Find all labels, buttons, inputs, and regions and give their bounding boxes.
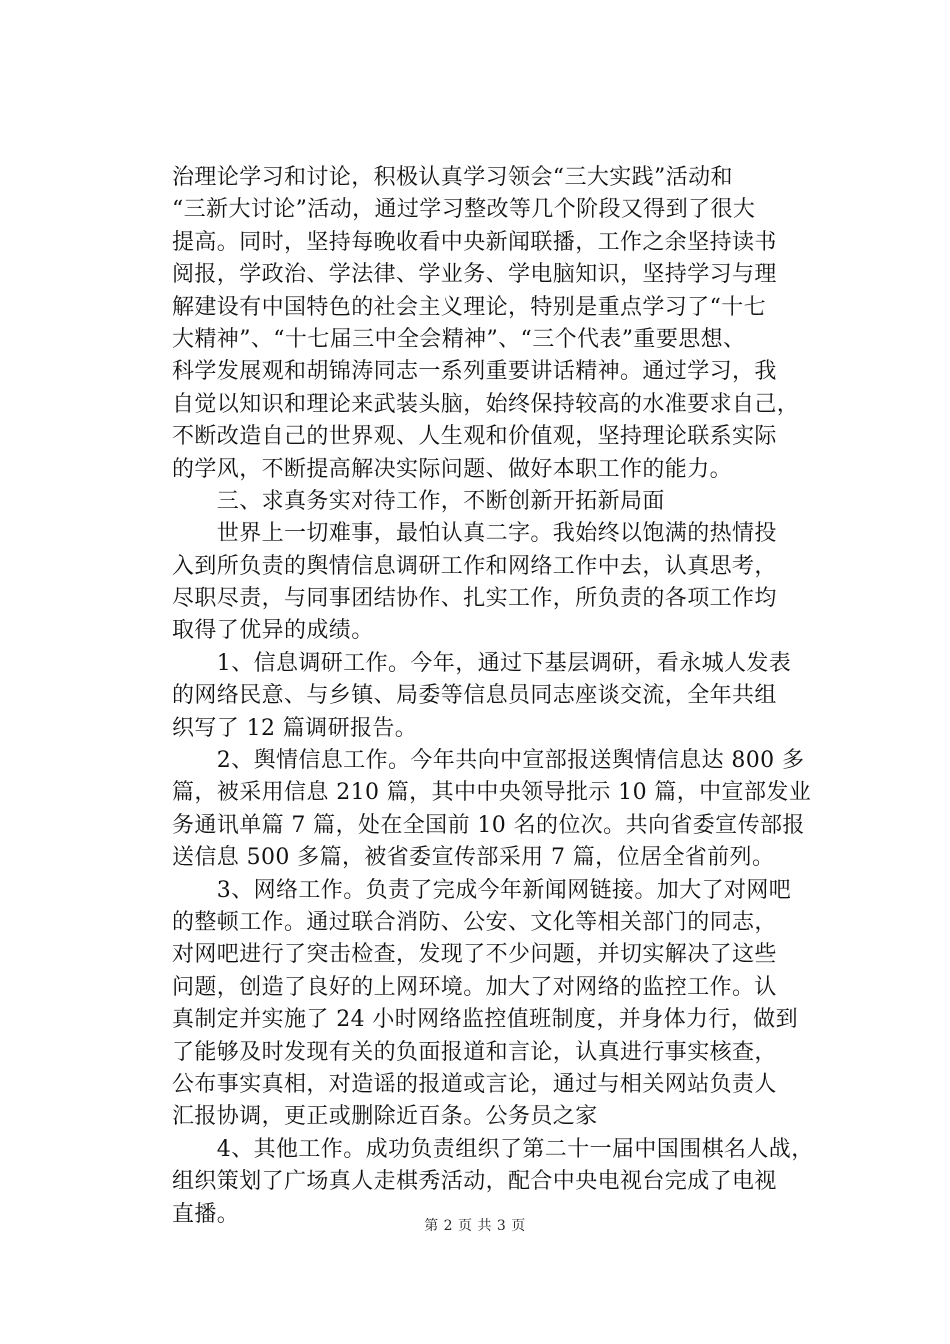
text-line: 问题，创造了良好的上网环境。加大了对网络的监控工作。认: [172, 974, 777, 1000]
text-line: 务通讯单篇 7 篇，处在全国前 10 名的位次。共向省委宣传部报: [172, 812, 805, 838]
text-line: 治理论学习和讨论，积极认真学习领会“三大实践”活动和: [172, 165, 733, 190]
text-line: 织写了 12 篇调研报告。: [172, 715, 418, 741]
text-line: 入到所负责的舆情信息调研工作和网络工作中去，认真思考，: [172, 553, 777, 579]
text-line: 取得了优异的成绩。: [172, 618, 374, 644]
text-line: 2、舆情信息工作。今年共向中宣部报送舆情信息达 800 多: [172, 748, 805, 774]
text-line: 的整顿工作。通过联合消防、公安、文化等相关部门的同志，: [172, 909, 777, 935]
text-line: 世界上一切难事，最怕认真二字。我始终以饱满的热情投: [172, 521, 777, 547]
text-line: 公布事实真相，对造谣的报道或言论，通过与相关网站负责人: [172, 1071, 777, 1097]
text-line: 篇，被采用信息 210 篇，其中中央领导批示 10 篇，中宣部发业: [172, 780, 812, 806]
text-line: 对网吧进行了突击检查，发现了不少问题，并切实解决了这些: [172, 942, 777, 968]
text-line: 组织策划了广场真人走棋秀活动，配合中央电视台完成了电视: [172, 1169, 777, 1195]
text-line: 科学发展观和胡锦涛同志一系列重要讲话精神。通过学习，我: [172, 359, 777, 385]
text-line: 提高。同时，坚持每晚收看中央新闻联播，工作之余坚持读书: [172, 229, 777, 255]
text-line: 汇报协调，更正或删除近百条。公务员之家: [172, 1104, 598, 1130]
document-body: [172, 162, 832, 1231]
text-line: 解建设有中国特色的社会主义理论，特别是重点学习了“十七: [172, 294, 767, 320]
text-line: 的学风，不断提高解决实际问题、做好本职工作的能力。: [172, 456, 733, 482]
text-line: 自觉以知识和理论来武装头脑，始终保持较高的水准要求自己，: [172, 391, 800, 417]
text-line: 尽职尽责，与同事团结协作、扎实工作，所负责的各项工作均: [172, 586, 777, 612]
page-number-footer: 第 2 页 共 3 页: [424, 1218, 526, 1234]
text-line: 3、网络工作。负责了完成今年新闻网链接。加大了对网吧: [172, 877, 792, 903]
text-line: 送信息 500 多篇，被省委宣传部采用 7 篇，位居全省前列。: [172, 845, 775, 871]
text-line: 直播。: [172, 1201, 240, 1227]
text-line: 大精神”、“十七届三中全会精神”、“三个代表”重要思想、: [172, 326, 746, 352]
text-line: “三新大讨论”活动，通过学习整改等几个阶段又得到了很大: [172, 197, 756, 223]
section-heading: 三、求真务实对待工作，不断创新开拓新局面: [172, 488, 665, 514]
text-line: 4、其他工作。成功负责组织了第二十一届中国围棋名人战，: [172, 1136, 814, 1162]
text-line: 阅报，学政治、学法律、学业务、学电脑知识，坚持学习与理: [172, 262, 777, 288]
text-line: 了能够及时发现有关的负面报道和言论，认真进行事实核查，: [172, 1039, 777, 1065]
text-line: 不断改造自己的世界观、人生观和价值观，坚持理论联系实际: [172, 424, 777, 450]
text-line: 的网络民意、与乡镇、局委等信息员同志座谈交流，全年共组: [172, 683, 777, 709]
text-line: 真制定并实施了 24 小时网络监控值班制度，并身体力行，做到: [172, 1007, 798, 1033]
text-line: 1、信息调研工作。今年，通过下基层调研，看永城人发表: [172, 650, 792, 676]
